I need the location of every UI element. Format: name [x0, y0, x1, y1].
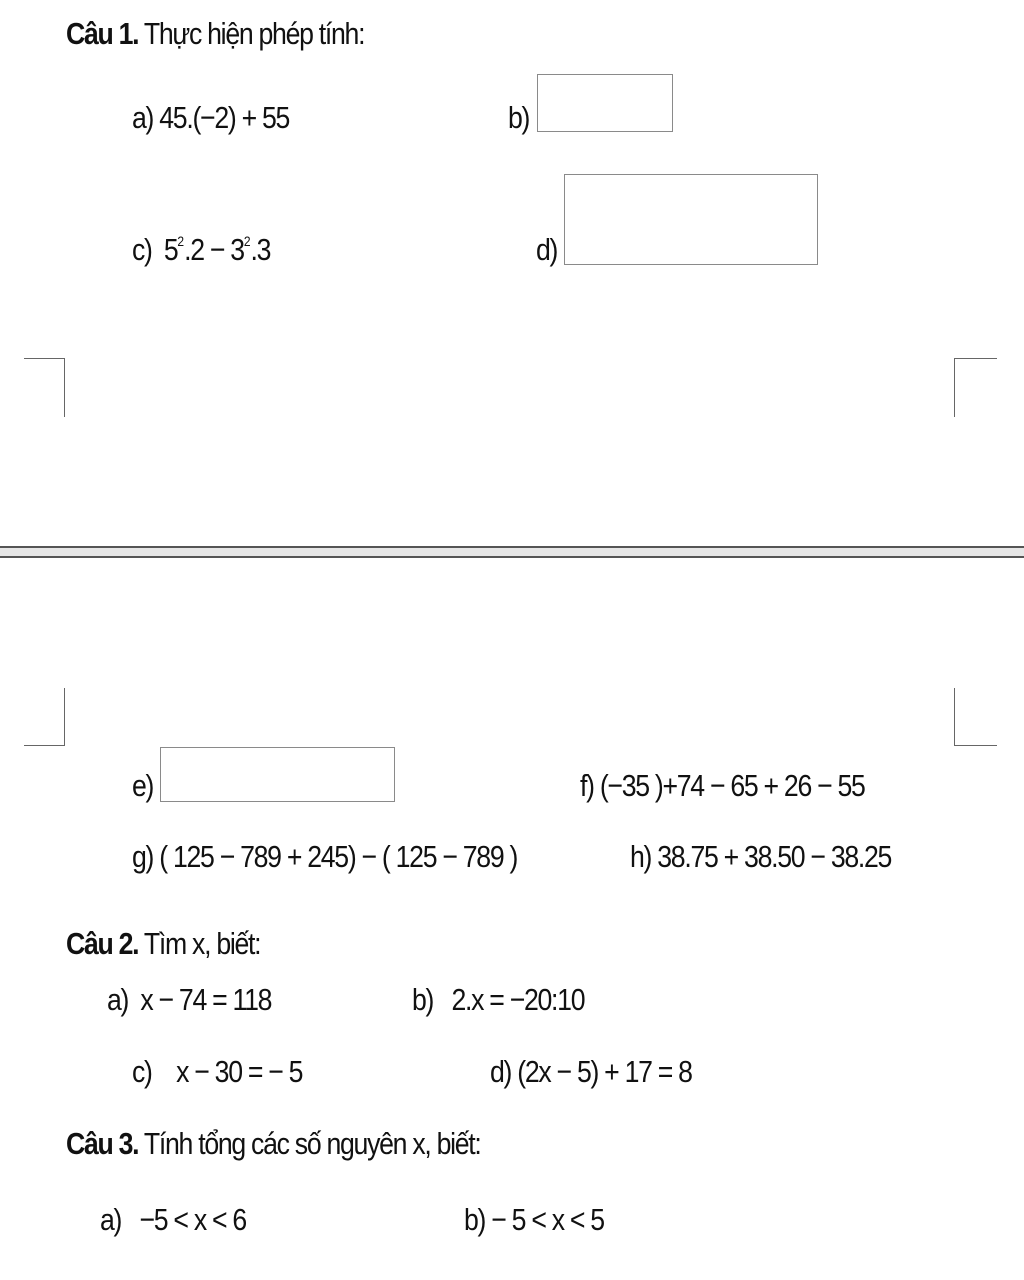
q2-item-b-label: b) [412, 982, 434, 1017]
q1-item-a [132, 102, 289, 133]
q1-heading [66, 18, 364, 49]
q2-item-a-expr: x − 74 = 118 [140, 982, 272, 1017]
q2-item-d-expr: (2x − 5) + 17 = 8 [517, 1054, 692, 1089]
q3-item-b-label: b) [464, 1202, 486, 1237]
q1-item-h-expr: 38.75 + 38.50 − 38.25 [657, 839, 892, 874]
q1-item-f [580, 770, 865, 801]
q1-item-g [132, 841, 517, 872]
page-corner-bottom-left [24, 358, 65, 417]
page-corner-top-left [24, 688, 65, 746]
q2-item-d-label: d) [490, 1054, 512, 1089]
q1-item-e-label: e) [132, 768, 154, 803]
q1-heading-text: Thực hiện phép tính: [138, 16, 365, 51]
q1-item-e-missing-image [160, 747, 395, 802]
q1-item-f-label: f) [580, 768, 594, 803]
q1-item-c-exp2: 2 [243, 233, 251, 249]
q1-item-c [132, 234, 270, 265]
q2-heading-text: Tìm x, biết: [138, 926, 261, 961]
q2-item-c-label: c) [132, 1054, 152, 1089]
q1-item-h-label: h) [630, 839, 652, 874]
q3-heading-text: Tính tổng các số nguyên x, biết: [138, 1126, 481, 1161]
q1-item-a-expr: 45.(−2) + 55 [159, 100, 290, 135]
q3-item-a [100, 1204, 246, 1235]
page-corner-bottom-right [954, 358, 997, 417]
q1-item-c-exp1: 2 [177, 233, 185, 249]
q2-heading [66, 928, 260, 959]
q1-item-a-label: a) [132, 100, 154, 135]
q1-item-b-label: b) [508, 100, 530, 135]
q2-item-c [132, 1056, 302, 1087]
q2-item-c-expr: x − 30 = − 5 [176, 1054, 303, 1089]
q1-item-c-mid: .2 − 3 [184, 232, 244, 267]
q2-item-a-label: a) [107, 982, 129, 1017]
q3-item-b-expr: − 5 < x < 5 [491, 1202, 604, 1237]
q3-heading [66, 1128, 481, 1159]
page-corner-top-right [954, 688, 997, 746]
q1-item-c-end: .3 [250, 232, 271, 267]
q1-item-d-missing-image [564, 174, 818, 265]
q1-item-g-label: g) [132, 839, 154, 874]
q2-item-b-expr: 2.x = −20:10 [451, 982, 585, 1017]
q1-item-b-missing-image [537, 74, 673, 132]
q3-item-a-expr: −5 < x < 6 [139, 1202, 246, 1237]
q1-item-g-expr: ( 125 − 789 + 245) − ( 125 − 789 ) [159, 839, 518, 874]
q1-item-c-base1: 5 [163, 232, 178, 267]
q3-item-b [464, 1204, 604, 1235]
page-separator [0, 546, 1024, 558]
q1-item-d-label: d) [536, 232, 558, 267]
q2-item-b [412, 984, 584, 1015]
q3-item-a-label: a) [100, 1202, 122, 1237]
q1-heading-number: Câu 1. [66, 16, 139, 51]
q1-item-c-label: c) [132, 232, 152, 267]
q1-item-f-expr: (−35 )+74 − 65 + 26 − 55 [599, 768, 865, 803]
q3-heading-number: Câu 3. [66, 1126, 139, 1161]
q2-heading-number: Câu 2. [66, 926, 139, 961]
q1-item-h [630, 841, 891, 872]
q2-item-d [490, 1056, 692, 1087]
q2-item-a [107, 984, 271, 1015]
